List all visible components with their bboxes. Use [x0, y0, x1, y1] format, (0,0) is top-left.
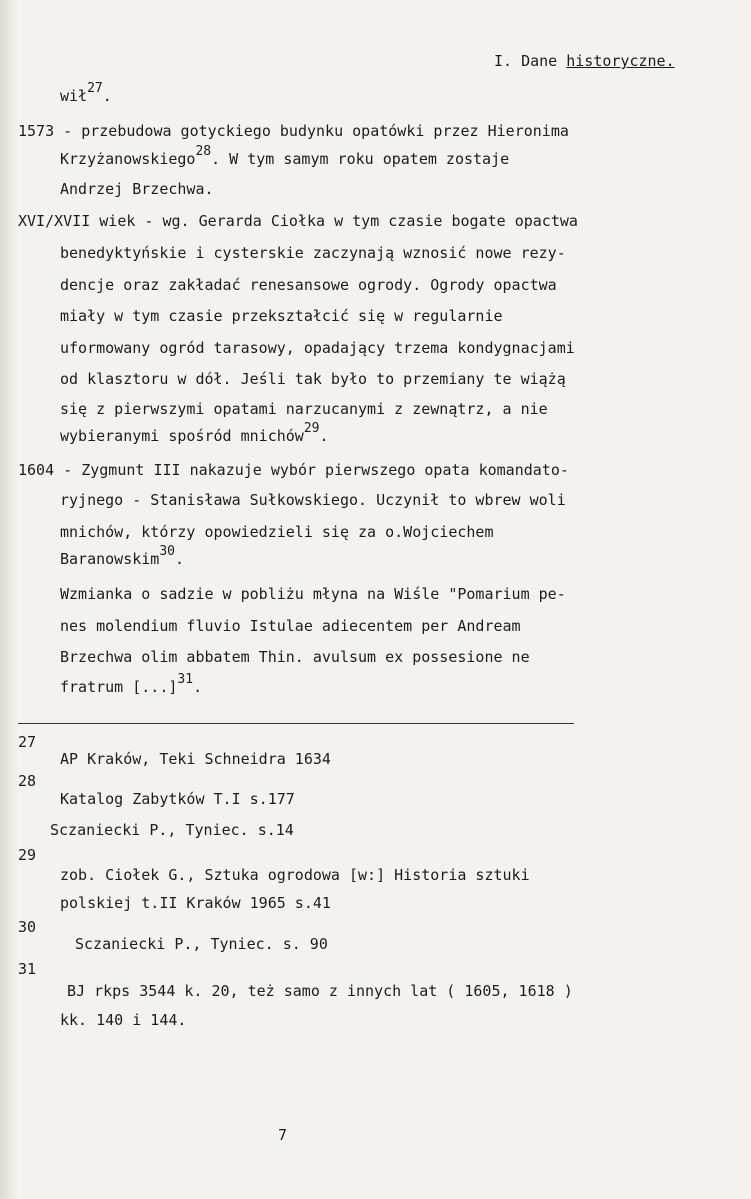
body-line: uformowany ogród tarasowy, opadający trzema kondygnacjami [60, 339, 575, 357]
footnote-ref: 27 [87, 81, 103, 96]
body-line: od klasztoru w dół. Jeśli tak było to przemiany te wiążą [60, 370, 566, 388]
body-line: 1604 - Zygmunt III nakazuje wybór pierwszego opata komandato- [18, 461, 569, 479]
body-line: Brzechwa olim abbatem Thin. avulsum ex possesione ne [60, 648, 530, 666]
footnote-number: 27 [18, 733, 37, 751]
body-line: wił$^{27}$. [60, 81, 112, 105]
body-line: fratrum [...]$^{31}$. [60, 672, 203, 696]
footnote-text: polskiej t.II Kraków 1965 s.41 [60, 894, 331, 912]
body-line: 1573 - przebudowa gotyckiego budynku opatówki przez Hieronima [18, 122, 569, 140]
page-number: 7 [278, 1126, 288, 1144]
footnote-ref: 28 [195, 144, 212, 159]
body-line: dencje oraz zakładać renesansowe ogrody. Ogrody opactwa [60, 276, 557, 294]
header-section: I. Dane [494, 52, 558, 70]
body-line: wybieranymi spośród mnichów$^{29}$. [60, 421, 329, 445]
body-line: się z pierwszymi opatami narzucanymi z zewnątrz, a nie [60, 400, 548, 418]
body-line: Wzmianka o sadzie w pobliżu młyna na Wiśle "Pomarium pe- [60, 585, 566, 603]
footnote-ref: 31 [177, 672, 194, 687]
body-line: ryjnego - Stanisława Sułkowskiego. Uczynił to wbrew woli [60, 491, 566, 509]
footnote-text: kk. 140 i 144. [60, 1011, 187, 1029]
footnote-text: BJ rkps 3544 k. 20, też samo z innych lat ( 1605, 1618 ) [67, 982, 573, 1000]
footnote-number: 31 [18, 960, 37, 978]
footnote-number: 29 [18, 846, 37, 864]
footnote-separator [18, 723, 574, 724]
footnote-text: zob. Ciołek G., Sztuka ogrodowa [w:] Historia sztuki [60, 866, 530, 884]
body-line: XVI/XVII wiek - wg. Gerarda Ciołka w tym czasie bogate opactwa [18, 212, 578, 230]
binding-edge [0, 0, 18, 1199]
footnote-text: Katalog Zabytków T.I s.177 [60, 790, 295, 808]
body-line: mnichów, którzy opowiedzieli się za o.Wojciechem [60, 523, 494, 541]
body-line: benedyktyńskie i cysterskie zaczynają wznosić nowe rezy- [60, 244, 566, 262]
footnote-number: 30 [18, 918, 37, 936]
body-line: Andrzej Brzechwa. [60, 180, 214, 198]
footnote-ref: 29 [303, 421, 320, 436]
footnote-ref: 30 [159, 544, 175, 559]
body-line: miały w tym czasie przekształcić się w regularnie [60, 307, 503, 325]
body-line: Baranowskim$^{30}$. [60, 544, 185, 568]
running-header [494, 52, 675, 70]
body-line: Krzyżanowskiego$^{28}$. W tym samym roku opatem zostaje [60, 144, 510, 168]
body-line: nes molendium fluvio Istulae adiecentem per Andream [60, 617, 521, 635]
footnote-text: Sczaniecki P., Tyniec. s.14 [50, 821, 294, 839]
footnote-number: 28 [18, 772, 37, 790]
footnote-text: AP Kraków, Teki Schneidra 1634 [60, 750, 331, 768]
header-title: historyczne. [566, 52, 675, 70]
footnote-text: Sczaniecki P., Tyniec. s. 90 [75, 935, 328, 953]
